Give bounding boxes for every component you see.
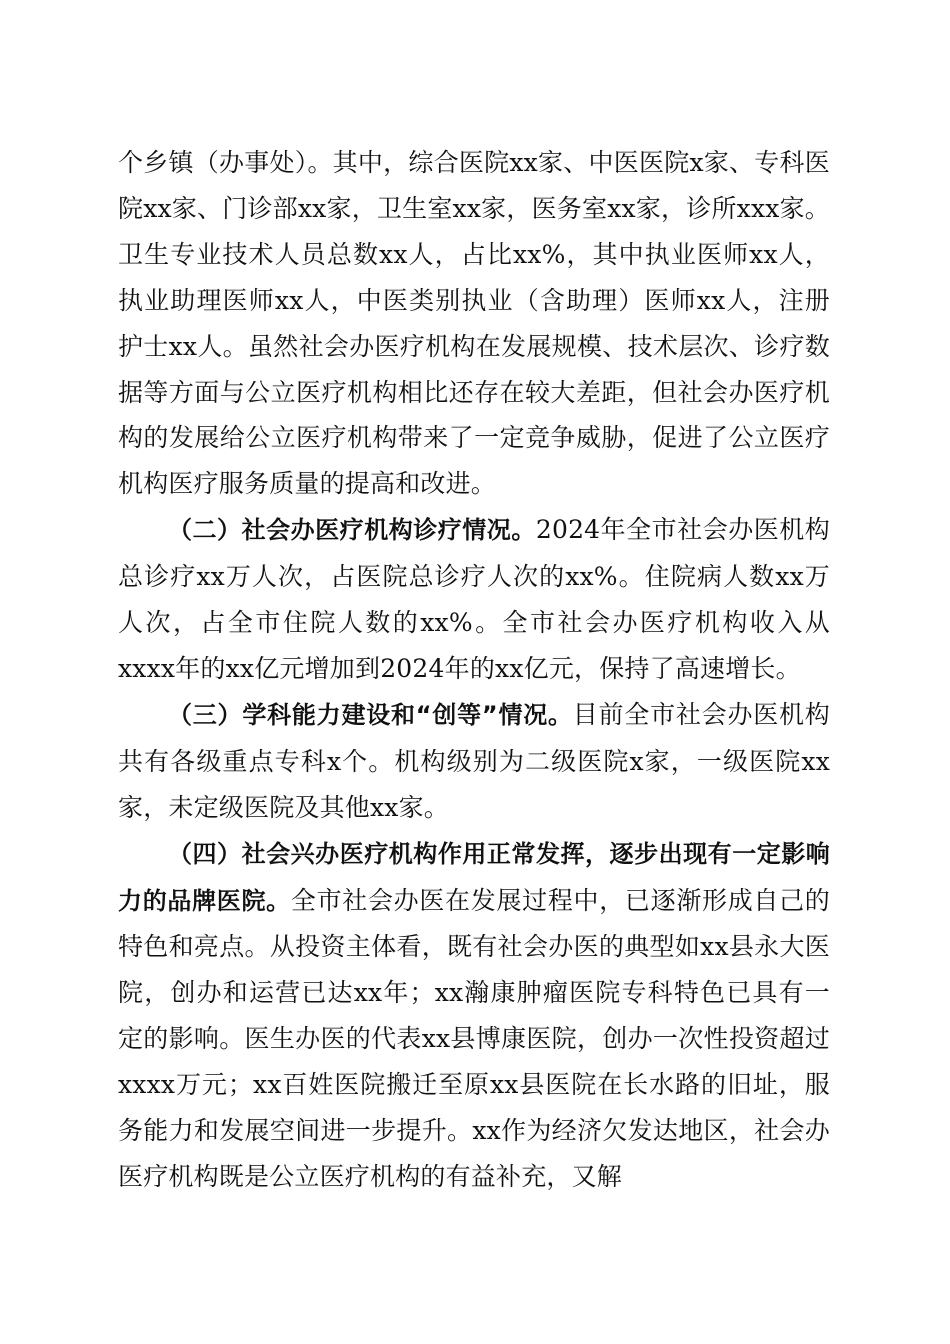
section-heading-2: （二）社会办医疗机构诊疗情况。	[168, 516, 536, 545]
paragraph-1-text: 个乡镇（办事处）。其中，综合医院xx家、中医医院x家、专科医院xx家、门诊部xx家，卫生室xx家，医务室xx家，诊所xxx家。卫生专业技术人员总数xx人，占比xx%，其中执业医师xx人，执业助理医师xx人，中医类别执业（含助理）医师xx人，注册护士xx人。虽然社会办医疗机构在发展规模、技术层次、诊疗数据等方面与公立医疗机构相比还存在较大差距，但社会办医疗机构的发展给公立医疗机构带来了一定竞争威胁，促进了公立医疗机构医疗服务质量的提高和改进。	[118, 148, 830, 499]
document-body	[118, 140, 830, 1200]
paragraph-4	[118, 831, 830, 1200]
paragraph-4-text: 全市社会办医在发展过程中，已逐渐形成自己的特色和亮点。从投资主体看，既有社会办医的典型如xx县永大医院，创办和运营已达xx年；xx瀚康肿瘤医院专科特色已具有一定的影响。医生办医的代表xx县博康医院，创办一次性投资超过xxxx万元；xx百姓医院搬迁至原xx县医院在长水路的旧址，服务能力和发展空间进一步提升。xx作为经济欠发达地区，社会办医疗机构既是公立医疗机构的有益补充，又解	[118, 885, 830, 1191]
paragraph-2	[118, 507, 830, 692]
paragraph-3	[118, 692, 830, 831]
paragraph-3-text: 目前全市社会办医机构共有各级重点专科x个。机构级别为二级医院x家，一级医院xx家，未定级医院及其他xx家。	[118, 699, 830, 822]
section-heading-3: （三）学科能力建设和“创等”情况。	[168, 700, 573, 729]
paragraph-2-text: 2024年全市社会办医机构总诊疗xx万人次，占医院总诊疗人次的xx%。住院病人数xx万人次，占全市住院人数的xx%。全市社会办医疗机构收入从xxxx年的xx亿元增加到2024年的xx亿元，保持了高速增长。	[118, 515, 830, 683]
section-heading-4: （四）社会兴办医疗机构作用正常发挥，逐步出现有一定影响力的品牌医院。	[118, 839, 830, 915]
paragraph-1	[118, 140, 830, 507]
